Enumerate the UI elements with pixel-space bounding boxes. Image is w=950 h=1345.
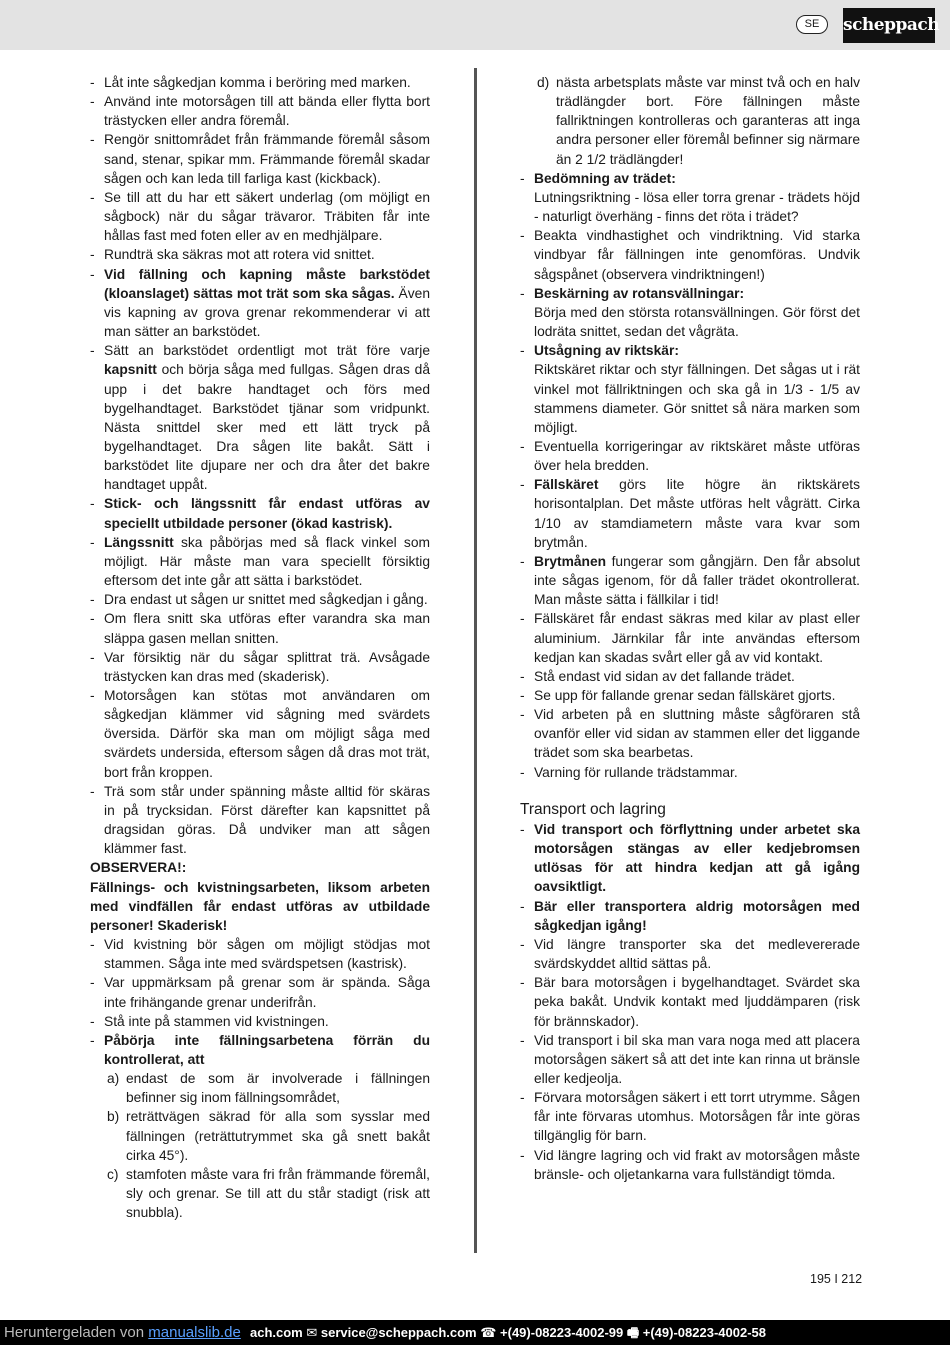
download-note: Heruntergeladen von manualslib.de [4,1324,241,1341]
bullet-dash: - [520,477,525,493]
bullet-dash: - [520,228,525,244]
bullet-dash: - [90,688,95,703]
list-item [520,935,860,973]
item-detail: Lutningsriktning - lösa eller torra grenar - trädets höjd - naturligt överhäng - finns det röta i trädet? [534,189,860,225]
item-text: Vid transport och förflyttning under arbetet ska motorsågen stängas av eller kedjebromsen utlösas för att hindra kedjan att gå igång oavsiktligt. [534,821,860,895]
list-item [90,1031,430,1069]
item-text: Längssnitt [104,534,174,550]
note-label: OBSERVERA!: [90,860,187,876]
sub-item [90,1069,430,1107]
list-item [520,897,860,935]
sub-item-text: reträttvägen säkrad för alla som sysslar med fällningen (reträttutrymmet ska gå snett bakåt cirka 45°). [126,1109,430,1163]
item-text: Vid längre lagring och vid frakt av motorsågen måste bränsle- och oljetankarna vara fullständigt tömda. [534,1147,860,1182]
list-item [90,686,430,782]
list-item [520,169,860,188]
header-bar [0,0,950,50]
sub-item-marker: a) [107,1071,120,1087]
left-column [90,73,430,1222]
bullet-dash: - [90,975,95,991]
item-text: Dra endast ut sågen ur snittet med sågkedjan i gång. [104,592,428,608]
item-text: Rengör snittområdet från främmande föremål såsom sand, stenar, spikar mm. Främmande föremål skadar sågen och kan leda till farliga kast (kickback). [104,132,430,186]
bullet-dash: - [520,1090,525,1106]
left-list [90,73,430,858]
item-text: Stå inte på stammen vid kvistningen. [104,1013,329,1029]
bullet-dash: - [520,1147,525,1163]
item-text: och börja såga med fullgas. Sågen dras då upp i det bakre handtaget och förs med bygelhandtaget. Barkstödet tjänar som vridpunkt. Nästa snittdel sker med ett lätt tryck på bygelhandtaget. Dra sågen lite bakåt. Sätt i barkstödet lite djupare ner och dra åter det bakre handtaget uppåt. [104,362,430,493]
list-item [90,92,430,130]
bullet-dash: - [90,534,95,550]
item-text: Brytmånen [534,553,607,569]
list-item [90,265,430,342]
item-text: Varning för rullande trädstammar. [534,764,738,780]
item-text: görs lite högre än riktskärets horisontalplan. Det måste utföras helt vågrätt. Cirka 1/10 av stamdiametern måste vara kvar som brytmån. [534,477,860,550]
item-text: Bedömning av trädet: [534,170,676,186]
bullet-dash: - [520,668,525,684]
bullet-dash: - [520,170,525,186]
bullet-dash: - [90,611,95,627]
item-text: Vid kvistning bör sågen om möjligt stödjas mot stammen. Såga inte med svärdspetsen (kastrisk). [104,937,430,972]
list-item [90,130,430,187]
item-text: Vid arbeten på en sluttning måste sågföraren stå ovanför eller vid sidan av stammen eller det liggande trädet som ska bearbetas. [534,707,860,761]
list-item [90,973,430,1011]
item-text: Utsågning av riktskär: [534,343,679,359]
item-text: Påbörja inte fällningsarbetena förrän du kontrollerat, att [104,1032,430,1067]
item-text: fungerar som gångjärn. Den får absolut inte sågas igenom, för då faller trädet okontrollerat. Man måste sätta i fällkilar i tid! [534,553,860,608]
list-item [520,973,860,1030]
list-item [90,245,430,264]
bullet-dash: - [520,285,525,301]
contact-info: ach.com ✉ service@scheppach.com ☎ +(49)-08223-4002-99 🖷 +(49)-08223-4002-58 [250,1325,766,1340]
column-divider [474,68,477,1253]
page-number: 195 I 212 [810,1272,863,1286]
bullet-dash: - [520,343,525,359]
bullet-dash: - [520,707,525,723]
item-text: Om flera snitt ska utföras efter varandra ska man släppa gasen mellan snitten. [104,611,430,646]
item-text: Beakta vindhastighet och vindriktning. Vid starka vindbyar får fällningen inte genomföras. Undvik sågspånet (observera vindriktningen!) [534,228,860,282]
bullet-dash: - [520,936,525,952]
language-badge: SE [796,15,828,34]
item-text: Bär bara motorsågen i bygelhandtaget. Svärdet ska peka bakåt. Undvik kontakt med ljuddämparen (risk för brännskador). [534,975,860,1029]
item-text: Vid fällning och kapning måste barkstödet (kloanslaget) sättas mot trät som ska sågas. [104,266,430,301]
bullet-dash: - [90,1013,95,1029]
item-text: Sätt an barkstödet ordentligt mot trät före varje [104,343,430,359]
bullet-dash: - [520,1032,525,1048]
sub-item [520,73,860,169]
list-item [520,820,860,897]
list-item [520,705,860,762]
list-item [90,533,430,590]
sub-item-marker: c) [107,1166,119,1182]
list-item [520,609,860,666]
bullet-dash: - [90,1032,95,1048]
item-text: Trä som står under spänning måste alltid för skäras in på trycksidan. Först därefter kan kapsnittet på dragsidan göras. Då undviker man att sågen klämmer fast. [104,783,430,857]
bullet-dash: - [90,496,95,512]
item-text: Även vis kapning av grova grenar rekommenderar vi att man sätter an barkstödet. [104,285,430,340]
item-text: Rundträ ska säkras mot att rotera vid snittet. [104,247,375,263]
sub-item-text: stamfoten måste vara fri från främmande föremål, sly och grenar. Se till att du står stadigt (risk att snubbla). [126,1166,430,1221]
item-text: kapsnitt [104,362,157,378]
list-item [520,1088,860,1145]
sub-item-marker: b) [107,1109,120,1125]
item-text: Beskärning av rotansvällningar: [534,285,745,301]
bullet-dash: - [90,649,95,665]
list-item [520,226,860,283]
list-item [520,763,860,782]
bullet-dash: - [90,937,95,953]
bullet-dash: - [90,592,95,608]
item-text: Se upp för fallande grenar sedan fällskäret gjorts. [534,688,836,703]
item-text: Var uppmärksam på grenar som är spända. Såga inte frihängande grenar underifrån. [104,975,430,1010]
list-item [90,494,430,532]
bullet-dash: - [90,783,95,799]
bullet-dash: - [90,94,95,110]
sub-item [90,1107,430,1164]
list-item [90,648,430,686]
item-text: Vid längre transporter ska det medlevererade svärdskyddet alltid sättas på. [534,936,860,972]
manualslib-link[interactable]: manualslib.de [148,1324,241,1341]
list-item [520,686,860,705]
item-text: Se till att du har ett säkert underlag (om möjligt en sågbock) när du sågar trävaror. Träbiten får inte hållas fast med foten eller av en medhjälpare. [104,189,430,244]
item-text: Låt inte sågkedjan komma i beröring med marken. [104,75,411,90]
bullet-dash: - [520,688,525,703]
item-detail: Börja med den största rotansvällningen. Gör först det lodräta snittet, sedan det vågräta. [534,304,860,340]
item-text: Vid transport i bil ska man vara noga med att placera motorsågen säkert så att det inte kan rinna ut bränsle eller kedjeolja. [534,1032,860,1086]
list-item [520,475,860,552]
item-text: Fällskäret [534,477,599,493]
list-item [90,782,430,859]
list-item [90,341,430,494]
list-item [520,437,860,475]
sub-item-marker: d) [537,75,550,90]
footer-bar [0,1320,950,1345]
bullet-dash: - [90,266,95,282]
item-text: Motorsågen kan stötas mot användaren om sågkedjan klämmer vid sågning med svärdets översida. Därför ska man om möjligt såga med svärdets undersida, eftersom sågen då dras mot trät, bort från kroppen. [104,688,430,780]
item-text: Fällskäret får endast säkras med kilar av plast eller aluminium. Järnkilar får inte användas eftersom kedjan kan skadas svårt eller gå av vid kontakt. [534,611,860,665]
list-item [520,1031,860,1088]
brand-logo: scheppach [843,8,935,43]
list-item [520,667,860,686]
list-item [90,188,430,245]
bullet-dash: - [90,247,95,263]
item-text: ska påbörjas med så flack vinkel som möjligt. Här måste man vara speciellt försiktig eftersom det inte går att sätta i barkstödet. [104,534,430,589]
list-item [90,590,430,609]
item-text: Eventuella korrigeringar av riktskäret måste utföras över hela bredden. [534,438,860,474]
bullet-dash: - [90,343,95,359]
list-item [520,341,860,360]
list-item [520,552,860,609]
list-item [90,1012,430,1031]
list-item [90,935,430,973]
right-list [520,169,860,782]
bullet-dash: - [520,975,525,991]
transport-list [520,820,860,1184]
item-text: Var försiktig när du sågar splittrat trä. Avsågade trästycken kan dras med (skaderisk). [104,649,430,684]
bullet-dash: - [520,821,525,837]
bullet-dash: - [520,611,525,627]
transport-heading: Transport och lagring [520,800,666,818]
bullet-dash: - [90,75,95,90]
left-sublist [90,1069,430,1222]
list-item [90,609,430,647]
item-text: Använd inte motorsågen till att bända eller flytta bort trästycken eller andra föremål. [104,94,430,129]
bullet-dash: - [90,132,95,148]
item-text: Förvara motorsågen säkert i ett torrt utrymme. Sågen får inte förvaras utomhus. Motorsågen får inte göras tillgänglig för barn. [534,1090,860,1144]
left-list-2 [90,935,430,1069]
item-text: Stå endast vid sidan av det fallande trädet. [534,668,795,684]
bullet-dash: - [520,764,525,780]
bullet-dash: - [90,189,95,205]
list-item [520,284,860,303]
bullet-dash: - [520,898,525,914]
list-item [520,1146,860,1184]
sub-item-text: endast de som är involverade i fällningen befinner sig inom fällningsområdet, [126,1071,430,1106]
right-column [520,73,860,1184]
sub-item-text: nästa arbetsplats måste var minst två och en halv trädlängder bort. Före fällningen måste fallriktningen kontrolleras och garanteras att inga andra personer eller föremål befinner sig närmare än 2 1/2 trädlängder! [556,75,860,167]
item-text: Stick- och längssnitt får endast utföras av speciellt utbildade personer (ökad kastrisk). [104,496,430,531]
note-text: Fällnings- och kvistningsarbeten, liksom arbeten med vindfällen får endast utföras av utbildade personer! Skaderisk! [90,879,430,933]
sub-item [90,1165,430,1222]
item-detail: Riktskäret riktar och styr fällningen. Det sågas ut i rät vinkel mot fällriktningen och ska gå in 1/3 - 1/5 av stammens diameter. Gör snittet så nära marken som möjligt. [534,362,860,435]
list-item [90,73,430,92]
bullet-dash: - [520,553,525,569]
item-text: Bär eller transportera aldrig motorsågen med sågkedjan igång! [534,898,860,933]
bullet-dash: - [520,438,525,454]
right-sublist [520,73,860,169]
